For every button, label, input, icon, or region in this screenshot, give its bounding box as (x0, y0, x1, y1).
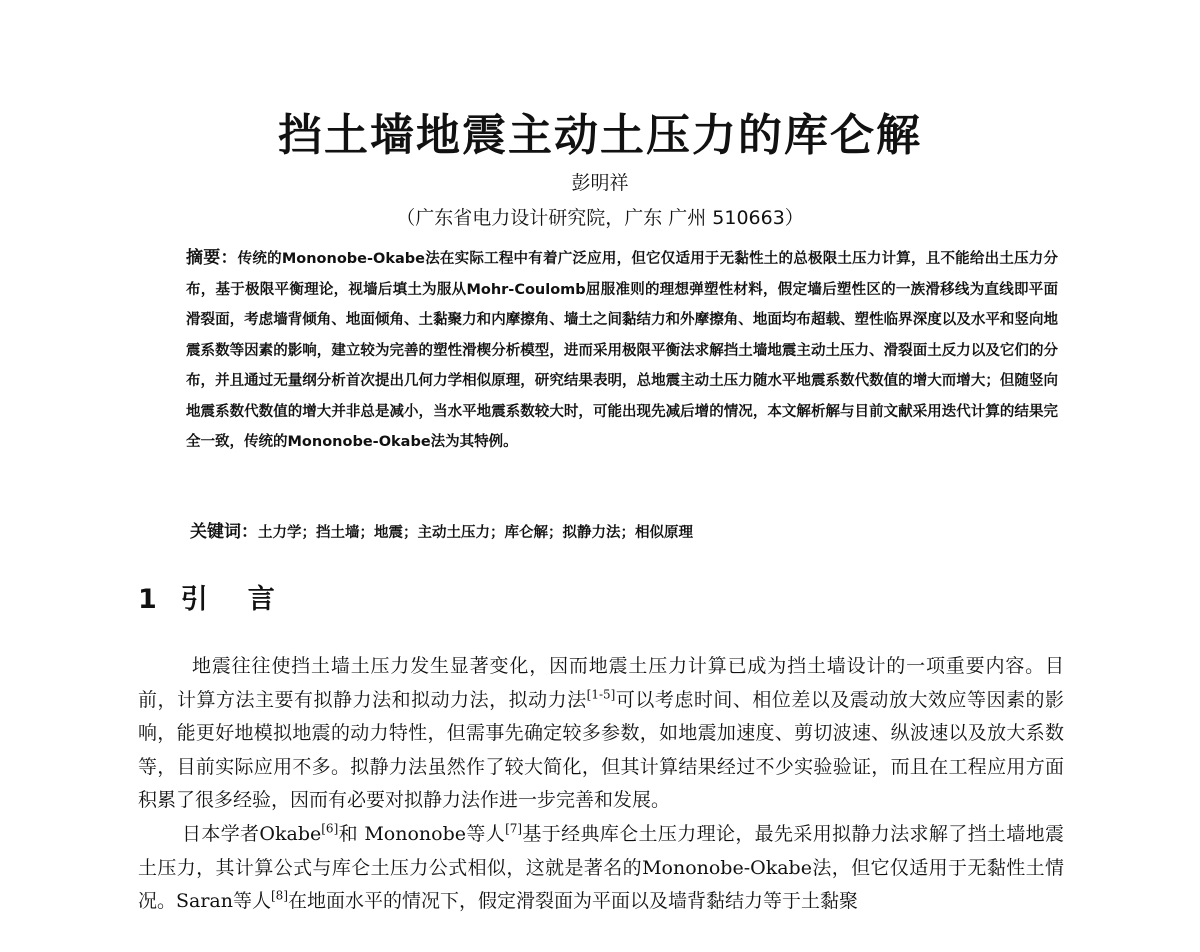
citation: [6] (321, 821, 339, 836)
citation: [8] (271, 888, 288, 903)
keywords-label: 关键词： (190, 522, 258, 542)
para2-text-1: 日本学者Okabe (182, 822, 322, 845)
para1-text-1: 地震往往使挡土墙土压力发生显著变化，因而地震土压力计算已成为挡土墙设计的一项重要内容。目前，计算方法主要有拟静力法和拟动力法，拟动力法 (138, 655, 1064, 711)
author-name: 彭明祥 (571, 172, 629, 194)
abstract-text: 传统的Mononobe-Okabe法在实际工程中有着广泛应用，但它仅适用于无黏性土的总极限土压力计算，且不能给出土压力分布，基于极限平衡理论，视墙后填土为服从Mohr-Coulomb屈服准则的理想弹塑性材料，假定墙后塑性区的一族滑移线为直线即平面滑裂面，考虑墙背倾角、地面倾角、土黏聚力和内摩擦角、墙土之间黏结力和外摩擦角、地面均布超载、塑性临界深度以及水平和竖向地震系数等因素的影响，建立较为完善的塑性滑楔分析模型，进而采用极限平衡法求解挡土墙地震主动土压力、滑裂面土反力以及它们的分布，并且通过无量纲分析首次提出几何力学相似原理，研究结果表明，总地震主动土压力随水平地震系数代数值的增大而增大；但随竖向地震系数代数值的增大并非总是减小，当水平地震系数较大时，可能出现先减后增的情况，本文解析解与目前文献采用迭代计算的结果完全一致，传统的Mononobe-Okabe法为其特例。 (186, 251, 1059, 450)
section-title-char-1: 引 (180, 584, 208, 615)
para1-text-2: 可以考虑时间、相位差以及震动放大效应等因素的影响，能更好地模拟地震的动力特性，但需事先确定较多参数，如地震加速度、剪切波速、纵波速以及放大系数等，目前实际应用不多。拟静力法虽然作了较大简化，但其计算结果经过不少实验验证，而且在工程应用方面积累了很多经验，因而有必要对拟静力法作进一步完善和发展。 (138, 688, 1064, 812)
section-number: 1 (138, 584, 157, 615)
para2-text-4: 在地面水平的情况下，假定滑裂面为平面以及墙背黏结力等于土黏聚 (288, 890, 859, 913)
para2-text-2: 和 Mononobe等人 (338, 822, 506, 845)
paper-title: 挡土墙地震主动土压力的库仑解 (278, 110, 922, 161)
author-affiliation: （广东省电力设计研究院，广东 广州 510663） (396, 207, 804, 229)
section-title-char-2: 言 (247, 584, 275, 615)
abstract-paragraph (138, 243, 1058, 458)
keywords-text: 土力学；挡土墙；地震；主动土压力；库仑解；拟静力法；相似原理 (258, 525, 693, 541)
abstract-block (138, 243, 1058, 458)
citation: [1-5] (586, 687, 616, 702)
section-heading (138, 582, 275, 618)
para2-text-3: 基于经典库仑土压力理论，最先采用拟静力法求解了挡土墙地震土压力，其计算公式与库仑土压力公式相似，这就是著名的Mononobe-Okabe法，但它仅适用于无黏性土情况。Saran等人 (138, 822, 1064, 913)
body-text (138, 650, 1064, 919)
citation: [7] (505, 821, 523, 836)
abstract-label: 摘要： (186, 248, 238, 268)
body-paragraph-2 (138, 818, 1064, 919)
keywords-line (190, 517, 693, 548)
body-paragraph-1 (138, 650, 1064, 818)
